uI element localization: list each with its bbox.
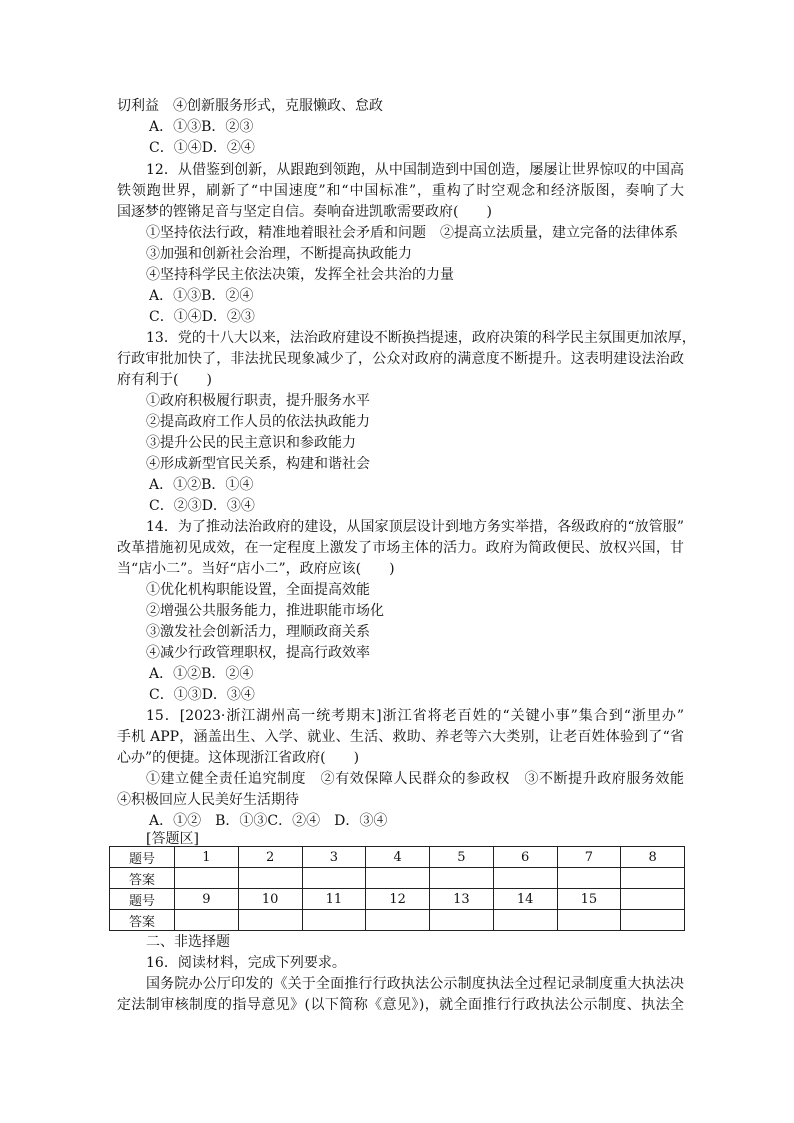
answer-cell[interactable] [238, 868, 302, 889]
table-cell: 12 [366, 889, 430, 910]
table-cell: 10 [238, 889, 302, 910]
question-14-stem-end: 当“店小二”。当好“店小二”，政府应该( ) [117, 561, 395, 577]
text-line: 切利益 ④创新服务形式，克服懒政、怠政 [117, 98, 383, 114]
choice-item: ③加强和创新社会治理，不断提高执政能力 [146, 246, 412, 262]
table-row [110, 910, 685, 931]
answer-cell[interactable] [493, 910, 557, 931]
table-cell: 5 [430, 847, 494, 868]
choice-item: ①优化机构职能设置，全面提高效能 [146, 582, 370, 598]
choice-item: ④形成新型官民关系，构建和谐社会 [146, 456, 370, 472]
question-15-stem-end: 心办”的便捷。这体现浙江省政府( ) [117, 750, 360, 766]
option-line: C．②③D．③④ [149, 498, 255, 514]
choice-item: ②增强公共服务能力，推进职能市场化 [146, 603, 384, 619]
choice-item: ④坚持科学民主依法决策，发挥全社会共治的力量 [146, 267, 454, 283]
table-cell: 7 [557, 847, 621, 868]
table-cell: 2 [238, 847, 302, 868]
answer-cell[interactable] [238, 910, 302, 931]
option-line: A．①② B．①③C．②④ D．③④ [149, 813, 388, 829]
table-cell: 13 [430, 889, 494, 910]
material-text: 国务院办公厅印发的《关于全面推行行政执法公示制度执法全过程记录制度重大执法决 [146, 976, 684, 992]
question-15-stem: 15．[2023·浙江湖州高一统考期末]浙江省将老百姓的“关键小事”集合到“浙里办” [146, 708, 684, 724]
choice-item: ①坚持依法行政，精准地着眼社会矛盾和问题 ②提高立法质量，建立完备的法律体系 [146, 225, 678, 241]
table-cell: 4 [366, 847, 430, 868]
option-line: C．①④D．②③ [149, 309, 255, 325]
question-14-stem-cont: 改革措施初见成效，在一定程度上激发了市场主体的活力。政府为简政便民、放权兴国，甘 [117, 540, 684, 556]
answer-cell[interactable] [302, 868, 366, 889]
option-line: C．①④D．②④ [149, 140, 255, 156]
answer-cell[interactable] [557, 868, 621, 889]
table-row [110, 868, 685, 889]
material-text-cont: 定法制审核制度的指导意见》(以下简称《意见》)，就全面推行行政执法公示制度、执法全 [117, 997, 684, 1013]
section-heading: 二、非选择题 [146, 934, 230, 950]
answer-cell[interactable] [430, 868, 494, 889]
question-16-stem: 16．阅读材料，完成下列要求。 [146, 955, 346, 971]
option-line: C．①③D．③④ [149, 687, 255, 703]
table-cell: 15 [557, 889, 621, 910]
answer-cell[interactable] [175, 910, 239, 931]
table-cell: 1 [175, 847, 239, 868]
answer-cell[interactable] [621, 868, 685, 889]
option-line: A．①③B．②④ [149, 288, 254, 304]
table-header-cell: 题号 [110, 847, 175, 868]
table-cell: 9 [175, 889, 239, 910]
question-13-stem-cont: 行政审批加快了，非法扰民现象减少了，公众对政府的满意度不断提升。这表明建设法治政 [117, 351, 684, 367]
table-row [110, 889, 685, 910]
option-line: A．①②B．①④ [149, 477, 254, 493]
answer-cell[interactable] [557, 910, 621, 931]
question-13-stem-end: 府有利于( ) [117, 372, 212, 388]
option-line: A．①②B．②④ [149, 666, 254, 682]
choice-item: ①政府积极履行职责，提升服务水平 [146, 393, 370, 409]
table-header-cell: 题号 [110, 889, 175, 910]
answer-cell[interactable] [366, 868, 430, 889]
table-header-cell: 答案 [110, 910, 175, 931]
answer-cell[interactable] [302, 910, 366, 931]
question-12-stem-cont: 铁领跑世界，刷新了“中国速度”和“中国标准”，重构了时空观念和经济版图，奏响了大 [117, 183, 684, 199]
answer-cell[interactable] [175, 868, 239, 889]
option-line: A．①③B．②③ [149, 119, 254, 135]
table-cell [621, 889, 685, 910]
choice-item: ④积极回应人民美好生活期待 [117, 792, 299, 808]
question-12-stem-end: 国逐梦的铿锵足音与坚定自信。奏响奋进凯歌需要政府( ) [117, 204, 492, 220]
answer-area-label: [答题区] [146, 831, 199, 847]
choice-item: ③提升公民的民主意识和参政能力 [146, 435, 356, 451]
question-14-stem: 14．为了推动法治政府的建设，从国家顶层设计到地方务实举措，各级政府的“放管服” [146, 519, 684, 535]
answer-cell[interactable] [366, 910, 430, 931]
table-cell: 8 [621, 847, 685, 868]
choice-item: ③激发社会创新活力，理顺政商关系 [146, 624, 370, 640]
answer-cell[interactable] [621, 910, 685, 931]
choice-item: ④减少行政管理职权，提高行政效率 [146, 645, 370, 661]
answer-cell[interactable] [430, 910, 494, 931]
choice-item: ②提高政府工作人员的依法执政能力 [146, 414, 370, 430]
table-cell: 14 [493, 889, 557, 910]
table-cell: 6 [493, 847, 557, 868]
question-15-stem-cont: 手机 APP，涵盖出生、入学、就业、生活、救助、养老等六大类别，让老百姓体验到了“省 [117, 729, 684, 745]
table-cell: 11 [302, 889, 366, 910]
choice-item: ①建立健全责任追究制度 ②有效保障人民群众的参政权 ③不断提升政府服务效能 [146, 771, 684, 787]
table-header-cell: 答案 [110, 868, 175, 889]
table-row [110, 847, 685, 868]
question-12-stem: 12．从借鉴到创新，从跟跑到领跑，从中国制造到中国创造，屡屡让世界惊叹的中国高 [146, 162, 684, 178]
answer-cell[interactable] [493, 868, 557, 889]
table-cell: 3 [302, 847, 366, 868]
question-13-stem: 13．党的十八大以来，法治政府建设不断换挡提速，政府决策的科学民主氛围更加浓厚， [146, 330, 696, 346]
answer-table [109, 846, 685, 931]
